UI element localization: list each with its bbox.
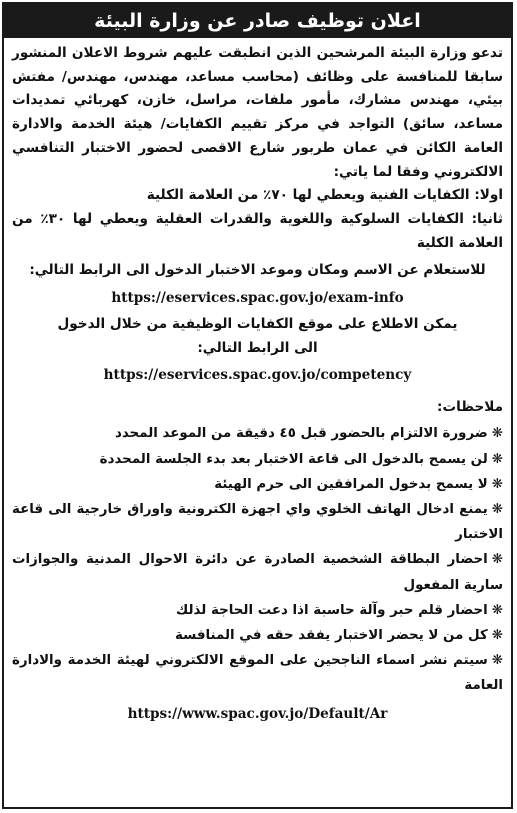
final-link[interactable]: https://www.spac.gov.jo/Default/Ar bbox=[127, 705, 388, 722]
note-item bbox=[12, 648, 503, 698]
bullet-icon: ❋ bbox=[491, 426, 503, 442]
note-text: سيتم نشر اسماء الناجحين على الموقع الالكتروني لهيئة الخدمة والادارة العامة bbox=[12, 653, 503, 694]
note-item bbox=[12, 623, 503, 648]
note-text: ضرورة الالتزام بالحضور قبل ٤٥ دقيقة من الموعد المحدد bbox=[114, 426, 488, 442]
bullet-icon: ❋ bbox=[491, 552, 503, 568]
note-item bbox=[12, 421, 503, 446]
note-text: احضار قلم حبر وآلة حاسبة اذا دعت الحاجة لذلك bbox=[176, 602, 488, 618]
notes-list bbox=[12, 421, 503, 698]
bullet-icon: ❋ bbox=[491, 451, 503, 467]
note-text: كل من لا يحضر الاختبار يفقد حقه في المنافسة bbox=[174, 628, 488, 644]
note-item bbox=[12, 547, 503, 597]
note-item bbox=[12, 472, 503, 497]
note-text: لا يسمح بدخول المرافقين الى حرم الهيئة bbox=[214, 476, 488, 492]
inquiry-text: للاستعلام عن الاسم ومكان وموعد الاختبار الدخول الى الرابط التالي: bbox=[29, 262, 486, 279]
note-item bbox=[12, 497, 503, 547]
note-text: يمنع ادخال الهاتف الخلوي واي اجهزة الكترونية واوراق خارجية الى قاعة الاختبار bbox=[12, 502, 503, 543]
inquiry-link[interactable]: https://eservices.spac.gov.jo/exam-info bbox=[111, 290, 404, 307]
ad-body bbox=[4, 38, 511, 729]
notes-title: ملاحظات: bbox=[437, 399, 503, 416]
note-text: لن يسمح بالدخول الى قاعة الاختبار بعد بدء الجلسة المحددة bbox=[99, 451, 488, 467]
bullet-icon: ❋ bbox=[491, 476, 503, 492]
bullet-icon: ❋ bbox=[491, 502, 503, 518]
competency-link[interactable]: https://eservices.spac.gov.jo/competency bbox=[103, 367, 412, 384]
bullet-icon: ❋ bbox=[491, 653, 503, 669]
competency-text-cont: الى الرابط التالي: bbox=[197, 339, 318, 356]
competency-text: يمكن الاطلاع على موقع الكفايات الوظيفية من خلال الدخول bbox=[57, 316, 458, 333]
note-item bbox=[12, 447, 503, 472]
bullet-icon: ❋ bbox=[491, 602, 503, 618]
intro-paragraph: تدعو وزارة البيئة المرشحين الذين انطبقت عليهم شروط الاعلان المنشور سابقا للمنافسة على وظائف (محاسب مساعد، مهندس، مهندس/ مفتش بيئي، مهندس مشارك، مأمور ملفات، مراسل، خازن، كهربائي تمديدات مساعد، سائق) التواجد في مركز تقييم الكفايات/ هيئة الخدمة والادارة العامة الكائن في عمان طربور شارع الاقصى لحضور الاختبار التنافسي الالكتروني وفقا لما ياتي: bbox=[12, 45, 503, 180]
criteria-second: ثانيا: الكفايات السلوكية واللغوية والقدرات العقلية ويعطي لها ٣٠٪ من العلامة الكلية bbox=[12, 210, 504, 251]
criteria-first: اولا: الكفايات الفنية ويعطي لها ٧٠٪ من العلامة الكلية bbox=[146, 187, 503, 204]
job-advertisement bbox=[2, 2, 513, 809]
note-text: احضار البطاقة الشخصية الصادرة عن دائرة الاحوال المدنية والجوازات سارية المفعول bbox=[12, 552, 503, 593]
ad-title: اعلان توظيف صادر عن وزارة البيئة bbox=[4, 4, 511, 38]
note-item bbox=[12, 598, 503, 623]
bullet-icon: ❋ bbox=[491, 628, 503, 644]
